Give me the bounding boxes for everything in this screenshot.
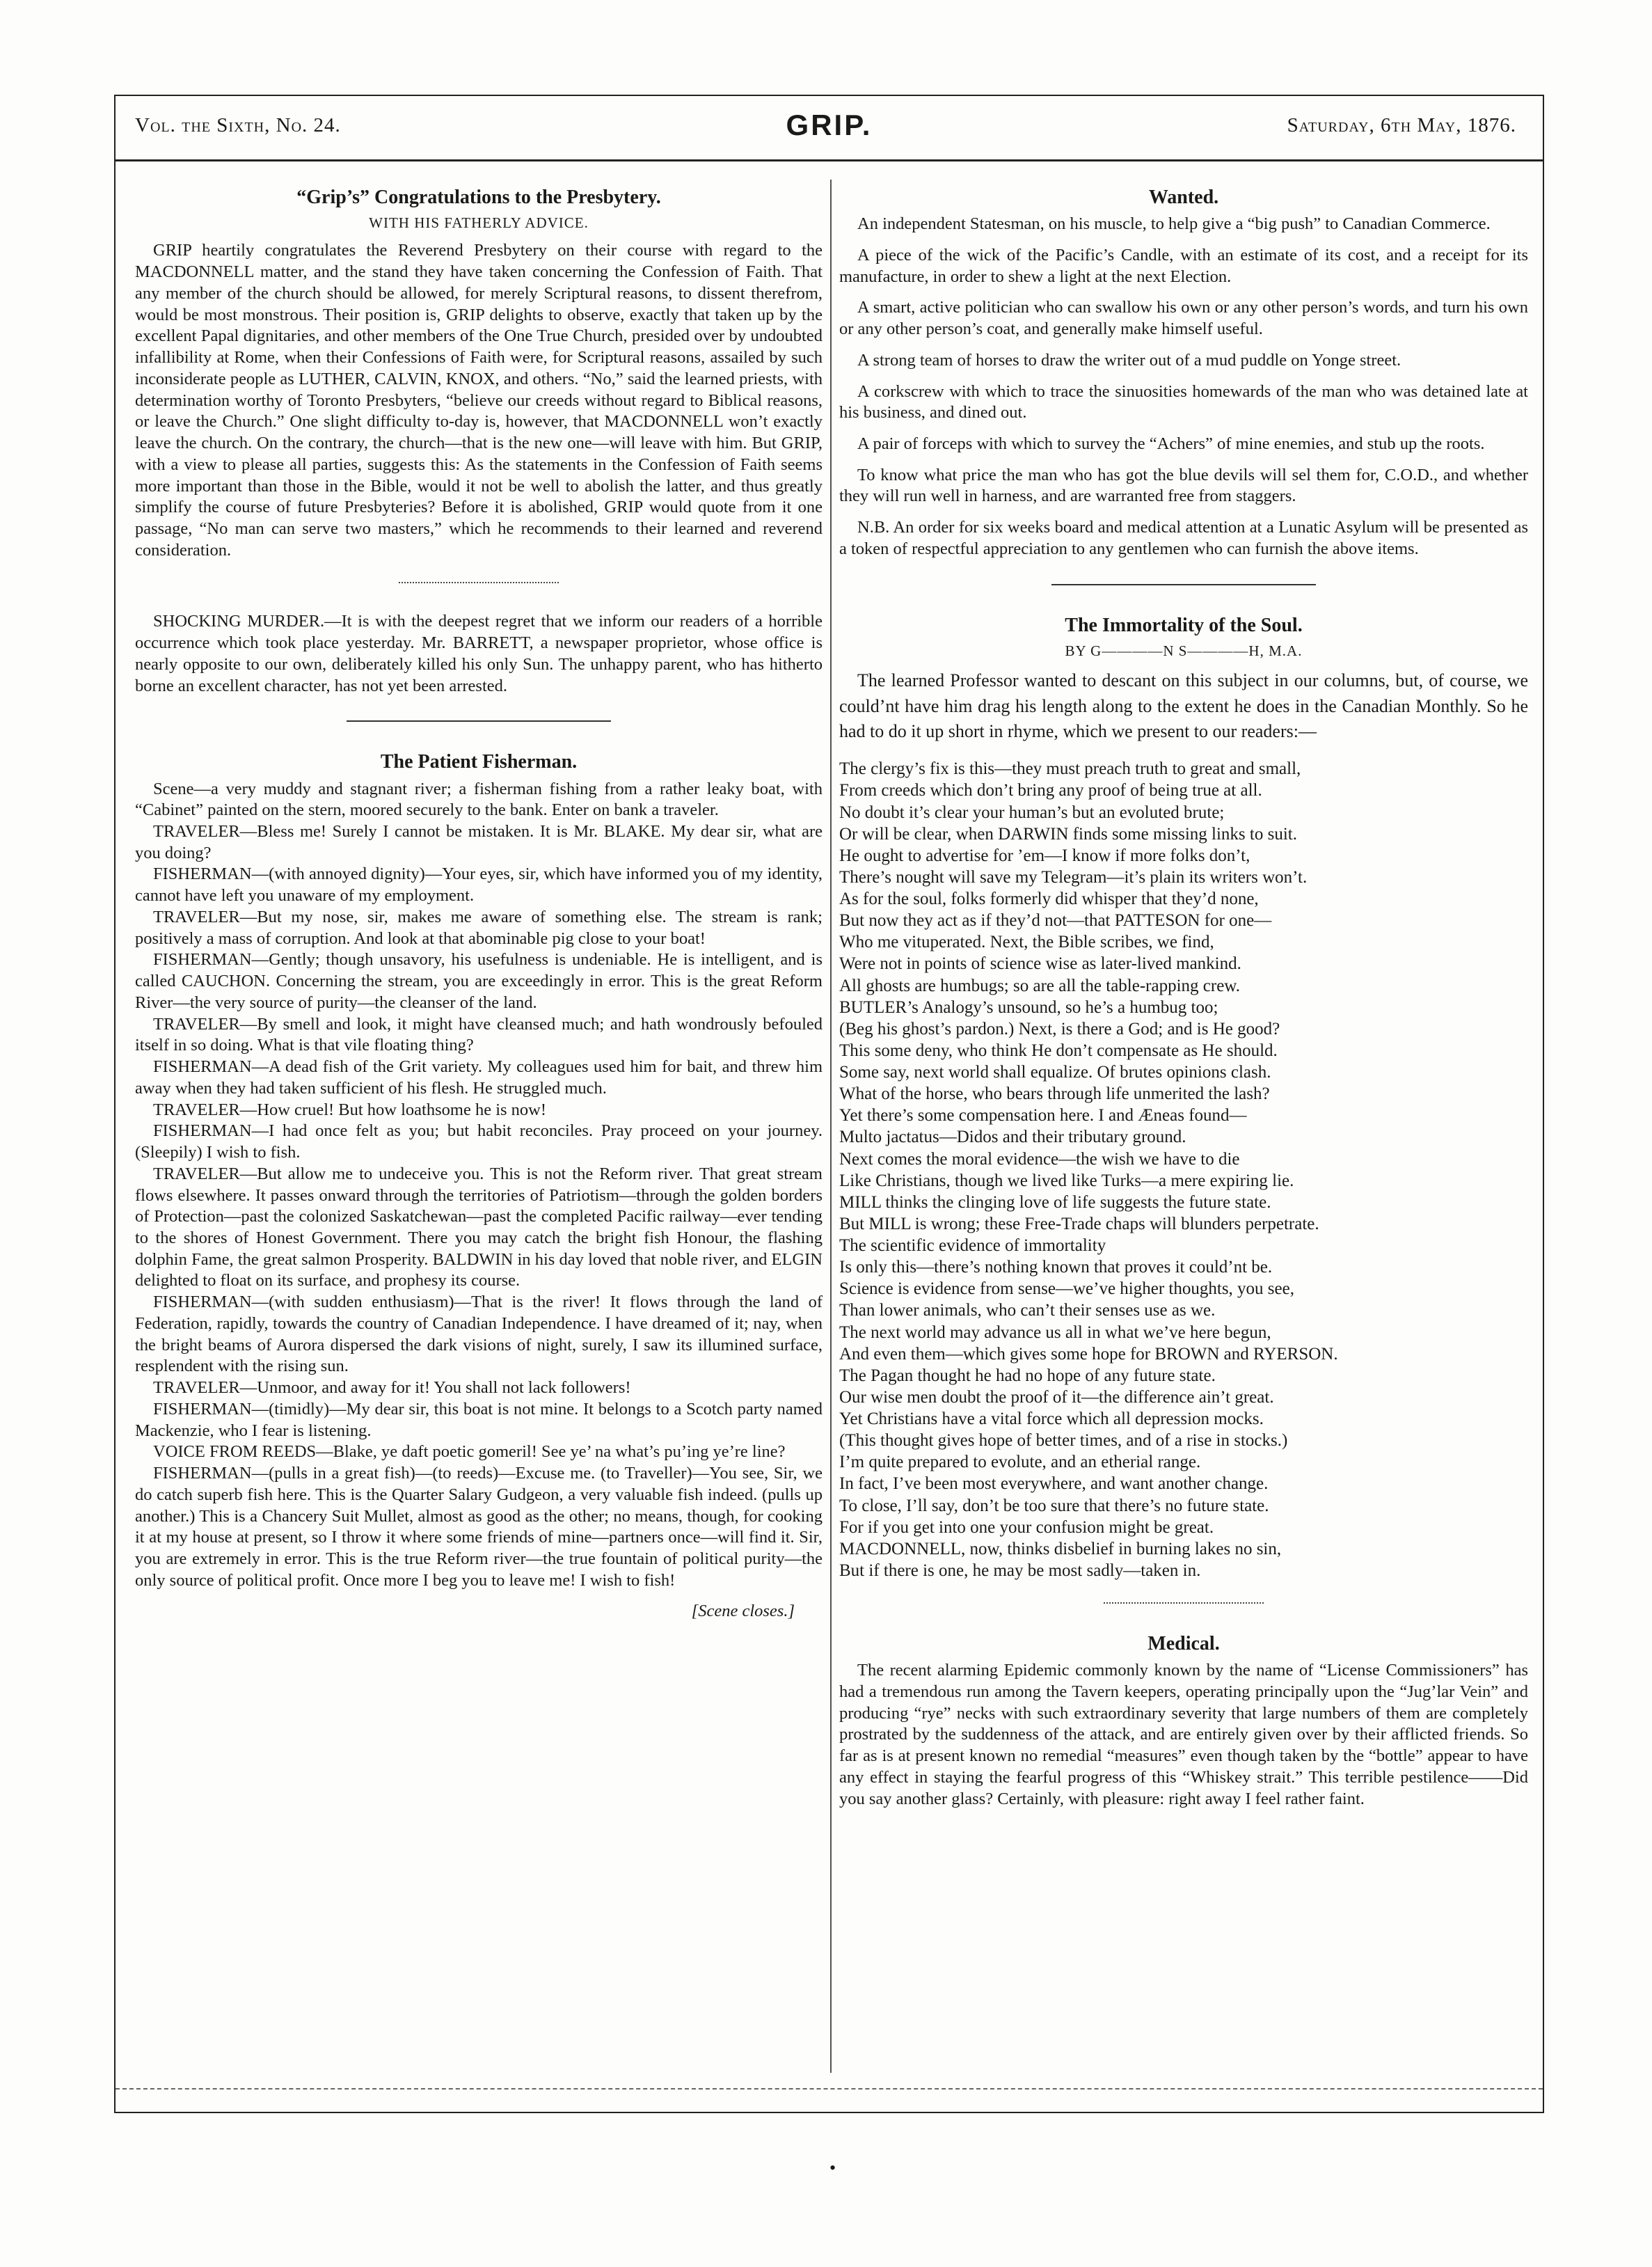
wanted-item: A pair of forceps with which to survey the “Achers” of mine enemies, and stub up the roots.	[857, 434, 1485, 453]
poem-line: Our wise men doubt the proof of it—the difference ain’t great.	[839, 1387, 1274, 1407]
wanted-item: A piece of the wick of the Pacific’s Candle, with an estimate of its cost, and a receipt for its manufacture, in order to shew a light at the next Election.	[839, 245, 1528, 286]
poem-line: MILL thinks the clinging love of life suggests the future state.	[839, 1192, 1271, 1212]
poem-line: MACDONNELL, now, thinks disbelief in burning lakes no sin,	[839, 1539, 1282, 1558]
poem-line: To close, I’ll say, don’t be too sure that there’s no future state.	[839, 1496, 1269, 1515]
issue-date: Saturday, 6th May, 1876.	[1287, 114, 1516, 136]
dialogue-paragraph: TRAVELER—By smell and look, it might have cleansed much; and hath wondrously befouled itself in so doing. What is that vile floating thing?	[135, 1014, 823, 1055]
poem-line: Yet there’s some compensation here. I and Æneas found—	[839, 1106, 1247, 1125]
poem-line: In fact, I’ve been most everywhere, and want another change.	[839, 1474, 1269, 1494]
poem-line: Some say, next world shall equalize. Of brutes opinions clash.	[839, 1063, 1271, 1082]
dialogue-paragraph: FISHERMAN—(with annoyed dignity)—Your eyes, sir, which have informed you of my identity, cannot have left you unaware of my employment.	[135, 864, 823, 906]
poem-line: This some deny, who think He don’t compensate as He should.	[839, 1041, 1278, 1060]
poem-line: (Beg his ghost’s pardon.) Next, is there a God; and is He good?	[839, 1019, 1280, 1038]
immortality-heading: The Immortality of the Soul.	[1065, 614, 1303, 636]
wanted-item: An independent Statesman, on his muscle, to help give a “big push” to Canadian Commerce.	[857, 214, 1491, 234]
dialogue-paragraph: TRAVELER—But allow me to undeceive you. This is not the Reform river. That great stream flows elsewhere. It passes onward through the territories of Patriotism—through the golden borders of Protection—past the colonized Saskatchewan—past the completed Pacific railway—ever tending to the shores of Honest Government. There you may catch the bright fish Honour, the flashing dolphin Fame, the great salmon Prosperity. BALDWIN in his day loved that noble river, and ELGIN delighted to float on its surface, and prophesy its course.	[135, 1164, 823, 1290]
wanted-item: To know what price the man who has got the blue devils will sel them for, C.O.D., and whether they will run well in harness, and are warranted free from staggers.	[839, 465, 1528, 506]
congrats-subheading: WITH HIS FATHERLY ADVICE.	[369, 214, 589, 232]
poem-line: The next world may advance us all in what we’ve here begun,	[839, 1322, 1271, 1342]
poem-line: But now they act as if they’d not—that PATTESON for one—	[839, 911, 1272, 931]
dialogue-paragraph: TRAVELER—Unmoor, and away for it! You shall not lack followers!	[153, 1378, 631, 1398]
fisherman-dialogue	[135, 779, 823, 1592]
right-column	[839, 180, 1528, 2073]
medical-heading: Medical.	[1147, 1633, 1220, 1655]
masthead	[116, 96, 1543, 161]
poem-line: Multo jactatus—Didos and their tributary ground.	[839, 1128, 1186, 1147]
poem-line: But if there is one, he may be most sadly—taken in.	[839, 1561, 1201, 1580]
dialogue-paragraph: TRAVELER—How cruel! But how loathsome he is now!	[153, 1100, 547, 1119]
poem-line: Science is evidence from sense—we’ve higher thoughts, you see,	[839, 1279, 1294, 1299]
poem-line: Than lower animals, who can’t their senses use as we.	[839, 1301, 1216, 1320]
poem-line: Next comes the moral evidence—the wish we have to die	[839, 1149, 1240, 1169]
poem-line: As for the soul, folks formerly did whisper that they’d none,	[839, 890, 1259, 909]
shocking-murder-article: SHOCKING MURDER.—It is with the deepest regret that we inform our readers of a horrible occurrence which took place yesterday. Mr. BARRETT, a newspaper proprietor, whose office is nearly opposite to our own, deliberately killed his only Sun. The unhappy parent, who has hitherto borne an excellent character, has not yet been arrested.	[135, 612, 823, 695]
poem-line: And even them—which gives some hope for BROWN and RYERSON.	[839, 1344, 1338, 1364]
column-divider	[830, 180, 832, 2073]
poem-line: For if you get into one your confusion might be great.	[839, 1517, 1214, 1537]
dialogue-paragraph: VOICE FROM REEDS—Blake, ye daft poetic gomeril! See ye’ na what’s pu’ing ye’re line?	[153, 1442, 786, 1462]
poem-line: I’m quite prepared to evolute, and an etherial range.	[839, 1453, 1201, 1472]
poem-line: The scientific evidence of immortality	[839, 1236, 1106, 1256]
immortality-intro: The learned Professor wanted to descant on this subject in our columns, but, of course, we could’nt have him drag his length along to the extent he does in the Canadian Monthly. So he had to do it up short in rhyme, which we present to our readers:—	[839, 670, 1528, 741]
poem-line: (This thought gives hope of better times, and of a rise in stocks.)	[839, 1431, 1288, 1451]
newspaper-title: GRIP.	[786, 109, 873, 141]
fisherman-heading: The Patient Fisherman.	[380, 751, 578, 773]
page-frame	[114, 95, 1544, 2113]
section-divider	[399, 582, 559, 583]
poem-line: What of the horse, who bears through life unmerited the lash?	[839, 1084, 1270, 1104]
medical-article: The recent alarming Epidemic commonly known by the name of “License Commissioners” has had a tremendous run among the Tavern keepers, operating principally upon the “Jug’lar Vein” and producing “rye” necks with such extraordinary severity that large numbers of them are completely prostrated by the suddenness of the attack, and are entirely given over by their afflicted friends. So far as is at present known no remedial “measures” even though taken by the “bottle” appear to have any effect in staying the fearful progress of this “Whiskey strait.” This terrible pestilence——Did you say another glass? Certainly, with pleasure: right away I feel rather faint.	[839, 1661, 1528, 1808]
poem-line: No doubt it’s clear your human’s but an evoluted brute;	[839, 803, 1225, 822]
dialogue-paragraph: Scene—a very muddy and stagnant river; a fisherman fishing from a rather leaky boat, with “Cabinet” painted on the stern, moored securely to the bank. Enter on bank a traveler.	[135, 779, 823, 820]
dialogue-paragraph: FISHERMAN—Gently; though unsavory, his usefulness is undeniable. He is intelligent, and is called CAUCHON. Concerning the stream, you are exceedingly in error. This is the great Reform River—the very source of purity—the cleanser of the land.	[135, 950, 823, 1012]
poem-line: BUTLER’s Analogy’s unsound, so he’s a humbug too;	[839, 997, 1218, 1017]
poem-line: Yet Christians have a vital force which all depression mocks.	[839, 1409, 1264, 1429]
wanted-list	[839, 214, 1528, 560]
immortality-poem	[839, 758, 1528, 1581]
congrats-article: GRIP heartily congratulates the Reverend Presbytery on their course with regard to the MACDONNELL matter, and the stand they have taken concerning the Confession of Faith. That any member of the church should be allowed, for merely Scriptural reasons, to dissent therefrom, would be most monstrous. Their position is, GRIP delights to observe, exactly that taken up by the excellent Papal dignitaries, and other members of the One True Church, presided over by undoubted infallibility at Rome, when their Confessions of Faith were, for Scriptural reasons, assailed by such inconsiderate people as LUTHER, CALVIN, KNOX, and others. “No,” said the learned priests, with determination worthy of Toronto Presbyters, “believe our creeds without regard to Biblical reasons, or leave the Church.” One slight difficulty to-day is, however, that MACDONNELL won’t exactly leave the church. On the contrary, the church—that is the new one—will leave with him. But GRIP, with a view to please all parties, suggests this: As the statements in the Confession of Faith seems more important than those in the Bible, would it not be well to abolish the latter, and thus greatly simplify the course of future Presbyteries? Before it is abolished, GRIP would quote from it one passage, “No man can serve two masters,” which he recommends to their learned and reverend consideration.	[135, 241, 823, 560]
poem-line: Who me vituperated. Next, the Bible scribes, we find,	[839, 933, 1214, 952]
wanted-heading: Wanted.	[1148, 187, 1219, 208]
poem-line: All ghosts are humbugs; so are all the table-rapping crew.	[839, 976, 1240, 995]
section-divider	[347, 720, 611, 722]
page-mark: •	[829, 2158, 836, 2178]
wanted-item: A smart, active politician who can swallow his own or any other person’s words, and turn his own or any other person’s coat, and generally make himself useful.	[839, 298, 1528, 339]
wanted-item: N.B. An order for six weeks board and medical attention at a Lunatic Asylum will be presented as a token of respectful appreciation to any gentlemen who can furnish the above items.	[839, 518, 1528, 558]
poem-line: The Pagan thought he had no hope of any future state.	[839, 1366, 1216, 1385]
dialogue-paragraph: FISHERMAN—(timidly)—My dear sir, this boat is not mine. It belongs to a Scotch party named Mackenzie, who I fear is listening.	[135, 1399, 823, 1440]
poem-line: He ought to advertise for ’em—I know if more folks don’t,	[839, 846, 1250, 865]
dialogue-paragraph: FISHERMAN—I had once felt as you; but habit reconciles. Pray proceed on your journey. (Sleepily) I wish to fish.	[135, 1121, 823, 1162]
dialogue-paragraph: TRAVELER—Bless me! Surely I cannot be mistaken. It is Mr. BLAKE. My dear sir, what are you doing?	[135, 822, 823, 862]
dialogue-paragraph: TRAVELER—But my nose, sir, makes me aware of something else. The stream is rank; positively a mass of corruption. And look at that abominable pig close to your boat!	[135, 907, 823, 948]
congrats-heading: “Grip’s” Congratulations to the Presbytery.	[296, 187, 661, 208]
immortality-byline: BY G————N S————H, M.A.	[1065, 642, 1303, 659]
poem-line: There’s nought will save my Telegram—it’s plain its writers won’t.	[839, 867, 1308, 887]
poem-line: But MILL is wrong; these Free-Trade chaps will blunders perpetrate.	[839, 1214, 1319, 1233]
poem-line: Or will be clear, when DARWIN finds some missing links to suit.	[839, 824, 1297, 844]
volume-number: Vol. the Sixth, No. 24.	[135, 114, 341, 136]
section-divider	[1104, 1602, 1264, 1604]
poem-line: Is only this—there’s nothing known that proves it could’nt be.	[839, 1258, 1273, 1277]
poem-line: Were not in points of science wise as later-lived mankind.	[839, 954, 1241, 974]
poem-line: The clergy’s fix is this—they must preach truth to great and small,	[839, 759, 1301, 779]
scene-closes: [Scene closes.]	[691, 1602, 795, 1621]
dialogue-paragraph: FISHERMAN—(with sudden enthusiasm)—That is the river! It flows through the land of Federation, rapidly, towards the country of Canadian Independence. I have dreamed of it; nay, when the bright beams of Aurora dispersed the dark visions of night, surely, I saw its illumined surface, resplendent with the rising sun.	[135, 1293, 823, 1376]
dialogue-paragraph: FISHERMAN—A dead fish of the Grit variety. My colleagues used him for bait, and threw him away when they had taken sufficient of his flesh. He struggled much.	[135, 1057, 823, 1098]
left-column	[135, 180, 823, 2073]
poem-line: Like Christians, though we lived like Turks—a mere expiring lie.	[839, 1171, 1294, 1190]
dialogue-paragraph: FISHERMAN—(pulls in a great fish)—(to reeds)—Excuse me. (to Traveller)—You see, Sir, we do catch superb fish here. This is the Quarter Salary Gudgeon, a very valuable fish indeed. (pulls up another.) This is a Chancery Suit Mullet, almost as good as the other; no means, though, for cooking it at my house at present, so I throw it where some friends of mine—partners once—will find it. Sir, you are extremely in error. This is the true Reform river—the true fountain of political purity—the only source of political profit. Once more I beg you to leave me! I wish to fish!	[135, 1464, 823, 1590]
footer-rule	[116, 2088, 1543, 2090]
wanted-item: A corkscrew with which to trace the sinuosities homewards of the man who was detained late at his business, and dined out.	[839, 381, 1528, 422]
poem-line: From creeds which don’t bring any proof of being true at all.	[839, 781, 1262, 800]
section-divider	[1051, 584, 1316, 585]
wanted-item: A strong team of horses to draw the writer out of a mud puddle on Yonge street.	[857, 350, 1401, 370]
